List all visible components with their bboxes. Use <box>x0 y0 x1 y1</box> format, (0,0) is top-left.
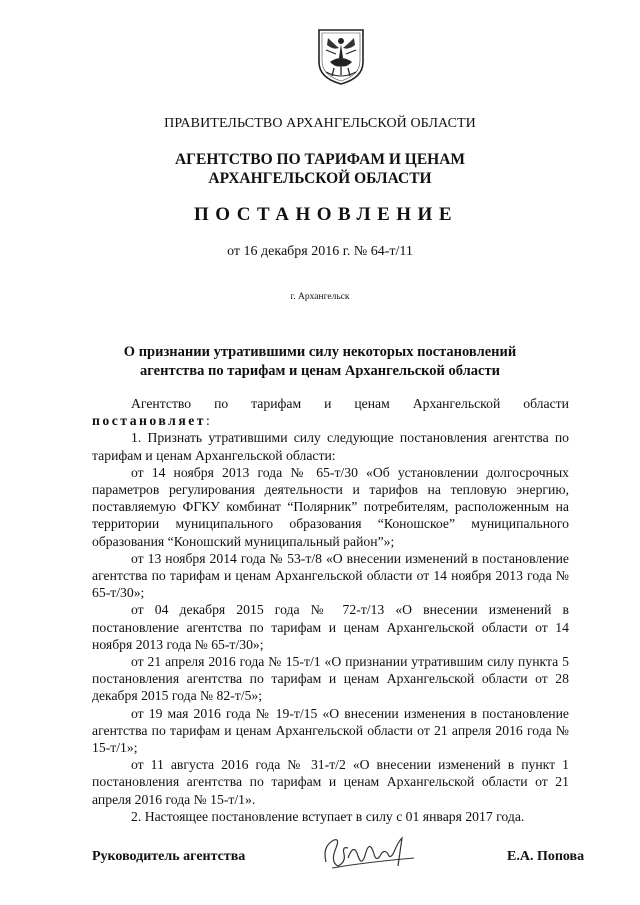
intro-word: Агентство <box>131 396 192 411</box>
handwritten-signature-icon <box>318 832 422 874</box>
intro-word: тарифам <box>251 396 302 411</box>
signatory-title: Руководитель агентства <box>92 849 246 864</box>
document-date-number: от 16 декабря 2016 г. № 64-т/11 <box>227 244 413 259</box>
document-type: ПОСТАНОВЛЕНИЕ <box>193 204 459 225</box>
paragraph-1: 1. Признать утратившими силу следующие постановления агентства по тарифам и ценам Архангельской области: <box>92 430 569 463</box>
intro-word: по <box>214 396 229 411</box>
list-item: от 14 ноября 2013 года № 65-т/30 «Об установлении долгосрочных параметров регулирования деятельности и тарифов на тепловую энергию, поставляемую ФГКУ комбинат “Полярник” потребителям, расположенным на территории муниципального образования “Коношское” муниципального образования “Коношский муниципальный район”»; <box>92 464 569 549</box>
list-item: от 13 ноября 2014 года № 53-т/8 «О внесении изменений в постановление агентства по тарифам и ценам Архангельской области от 14 ноября 2013 года № 65-т/30»; <box>92 550 569 601</box>
signatory-name: Е.А. Попова <box>507 849 585 864</box>
document-city: г. Архангельск <box>290 292 350 302</box>
agency-title <box>0 150 640 188</box>
decree-line <box>92 412 569 429</box>
intro-word: области <box>523 396 569 411</box>
agency-title-line1: АГЕНТСТВО ПО ТАРИФАМ И ЦЕНАМ <box>174 151 466 168</box>
list-item: от 11 августа 2016 года № 31-т/2 «О внесении изменений в пункт 1 постановления агентства по тарифам и ценам Архангельской области от 21 апреля 2016 года № 15-т/1». <box>92 757 569 807</box>
list-item: от 21 апреля 2016 года № 15-т/1 «О признании утратившим силу пункта 5 постановления агентства по тарифам и ценам Архангельской области от 28 декабря 2015 года № 82-т/5»; <box>92 654 569 704</box>
agency-title-line2: АРХАНГЕЛЬСКОЙ ОБЛАСТИ <box>208 170 432 187</box>
list-item: от 19 мая 2016 года № 19-т/15 «О внесении изменения в постановление агентства по тарифам и ценам Архангельской области от 21 апреля 2016 года № 15-т/1»; <box>92 705 569 756</box>
document-subject <box>0 343 640 381</box>
decree-word: постановляет <box>92 413 207 429</box>
subject-line2: агентства по тарифам и ценам Архангельской области <box>140 363 500 379</box>
coat-of-arms-icon <box>316 28 366 86</box>
intro-word: Архангельской <box>412 396 501 411</box>
government-title: ПРАВИТЕЛЬСТВО АРХАНГЕЛЬСКОЙ ОБЛАСТИ <box>164 116 476 131</box>
document-body <box>92 395 569 825</box>
subject-line1: О признании утратившими силу некоторых постановлений <box>123 344 517 360</box>
intro-line <box>92 395 569 412</box>
decree-colon: : <box>206 413 210 429</box>
intro-word: и <box>324 396 332 411</box>
paragraph-2: 2. Настоящее постановление вступает в силу с 01 января 2017 года. <box>131 808 525 824</box>
list-item: от 04 декабря 2015 года № 72-т/13 «О внесении изменений в постановление агентства по тарифам и ценам Архангельской области от 14 ноября 2013 года № 65-т/30»; <box>92 602 569 652</box>
intro-word: ценам <box>354 396 390 411</box>
